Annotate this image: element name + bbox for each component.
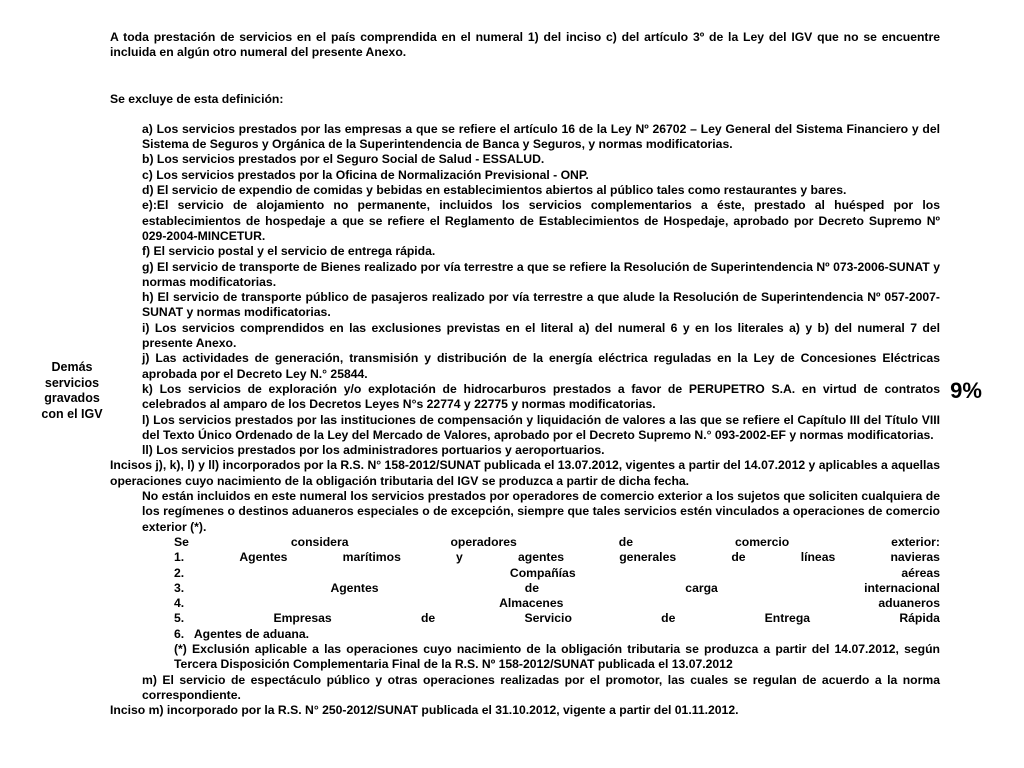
operators-heading-word: de (618, 534, 634, 549)
operator-word: 3. (174, 580, 185, 595)
operator-item-2 (110, 566, 940, 581)
operator-word: generales (619, 550, 677, 565)
operator-word: Empresas (273, 611, 332, 626)
exclusion-item-f: f) El servicio postal y el servicio de entrega rápida. (142, 244, 436, 259)
incorporation-note: Incisos j), k), l) y ll) incorporados por la R.S. N° 158-2012/SUNAT publicada el 13.07.2012, vigentes a partir del 14.07.2012 y aplicables a aquellas operaciones cuyo nacimiento de la obligación tributaria del IGV se produzca a partir de dicha fecha. (110, 458, 940, 488)
operators-heading-word: comercio (735, 534, 790, 549)
category-label-line: servicios (44, 375, 100, 390)
exclusion-item-a: a) Los servicios prestados por las empresas a que se refiere el artículo 16 de la Ley Nº 26702 – Ley General del Sistema Financiero y del Sistema de Seguros y Orgánica de la Superintendencia de Banca y Seguros, y normas modificatorias. (142, 121, 940, 152)
exclusion-item-l: l) Los servicios prestados por las instituciones de compensación y liquidación de valores a las que se refiere el Capítulo III del Título VIII del Texto Único Ordenado de la Ley del Mercado de Valores, aprobado por el Decreto Supremo N.° 093-2002-EF y normas modificatorias. (142, 412, 940, 442)
exclusion-item-b: b) Los servicios prestados por el Seguro Social de Salud - ESSALUD. (142, 152, 545, 167)
exclusion-item-g: g) El servicio de transporte de Bienes realizado por vía terrestre a que se refiere la Resolución de Superintendencia Nº 073-2006-SUNAT y normas modificatorias. (142, 259, 940, 289)
operator-word: Almacenes (499, 596, 564, 611)
operator-word: Entrega (764, 611, 811, 626)
operator-word: navieras (890, 550, 940, 565)
document-body (110, 30, 940, 718)
operators-heading (110, 535, 940, 550)
operators-heading-word: operadores (450, 534, 517, 549)
operator-word: Compañías (509, 565, 576, 580)
exclusion-item-c: c) Los servicios prestados por la Oficina de Normalización Previsional - ONP. (142, 167, 589, 182)
operator-word: marítimos (342, 550, 401, 565)
operator-word: 1. (174, 550, 185, 565)
exclusion-item-k: k) Los servicios de exploración y/o explotación de hidrocarburos prestados a favor de PERUPETRO S.A. en virtud de contratos celebrados al amparo de los Decretos Leyes N°s 22774 y 22775 y normas modificatorias. (142, 381, 940, 412)
operator-word: carga (685, 580, 718, 595)
operator-word: aduaneros (878, 596, 940, 611)
operator-item-4 (110, 596, 940, 611)
operators-heading-word: exterior: (891, 534, 940, 549)
operator-word: agentes (517, 550, 565, 565)
exclusion-item-m: m) El servicio de espectáculo público y otras operaciones realizadas por el promotor, las cuales se regulan de acuerdo a la norma correspondiente. (142, 672, 940, 702)
tax-rate: 9% (950, 378, 982, 403)
operator-word: líneas (800, 550, 836, 565)
exclusion-item-i: i) Los servicios comprendidos en las exclusiones previstas en el literal a) del numeral 6 y en los literales a) y b) del numeral 7 del presente Anexo. (142, 320, 940, 351)
category-label-line: Demás (51, 360, 93, 374)
operator-word: de (661, 611, 676, 626)
operator-word: 2. (174, 565, 185, 580)
operator-word: Agentes (239, 550, 288, 565)
category-label-line: gravados (44, 391, 100, 405)
operator-word: internacional (864, 580, 940, 595)
exclusion-item-h: h) El servicio de transporte público de pasajeros realizado por vía terrestre a que alude la Resolución de Superintendencia Nº 057-2007-SUNAT y normas modificatorias. (142, 290, 940, 320)
operator-item-1 (110, 550, 940, 565)
operator-word: 5. (174, 611, 185, 626)
exclusion-item-d: d) El servicio de expendio de comidas y bebidas en establecimientos abiertos al público tales como restaurantes y bares. (142, 183, 847, 198)
incorporation-note-m: Inciso m) incorporado por la R.S. N° 250-2012/SUNAT publicada el 31.10.2012, vigente a partir del 01.11.2012. (110, 703, 739, 718)
category-label-line: con el IGV (41, 406, 103, 421)
operator-word: de (731, 550, 746, 565)
operator-word: de (420, 611, 436, 626)
exclusion-item-e: e):El servicio de alojamiento no permanente, incluidos los servicios complementarios a éste, prestado al huésped por los establecimientos de hospedaje a que se refiere el Reglamento de Establecimientos de Hospedaje, aprobado por Decreto Supremo Nº 029-2004-MINCETUR. (142, 198, 940, 243)
operator-word: 4. (174, 596, 185, 611)
operator-word: Servicio (524, 611, 572, 626)
not-included-paragraph: No están incluidos en este numeral los servicios prestados por operadores de comercio exterior a los sujetos que soliciten cualquiera de los regímenes o destinos aduaneros especiales o de excepción, siempre que tales servicios estén vinculados a operaciones de comercio exterior (*). (142, 489, 940, 534)
exclusion-item-j: j) Las actividades de generación, transmisión y distribución de la energía eléctrica reguladas en la Ley de Concesiones Eléctricas aprobada por el Decreto Ley N.° 25844. (142, 351, 940, 381)
operator-word: Rápida (899, 611, 940, 626)
intro-paragraph: A toda prestación de servicios en el país comprendida en el numeral 1) del inciso c) del artículo 3º de la Ley del IGV que no se encuentre incluida en algún otro numeral del presente Anexo. (110, 30, 940, 60)
operator-item-3 (110, 581, 940, 596)
exclusion-item-ll: ll) Los servicios prestados por los administradores portuarios y aeroportuarios. (142, 443, 605, 458)
operator-word: y (456, 550, 463, 565)
operator-word: Agentes (330, 580, 379, 595)
operator-word: aéreas (901, 565, 940, 580)
category-label (30, 360, 114, 422)
operators-heading-word: Se (174, 534, 189, 549)
operator-word: de (524, 580, 540, 595)
exclusion-heading: Se excluye de esta definición: (110, 91, 284, 106)
operators-heading-word: considera (290, 534, 349, 549)
asterisk-note: (*) Exclusión aplicable a las operaciones cuyo nacimiento de la obligación tributaria se produzca a partir del 14.07.2012, según Tercera Disposición Complementaria Final de la R.S. Nº 158-2012/SUNAT publicada el 13.07.2012 (174, 641, 940, 672)
operator-item-5 (110, 611, 940, 626)
operator-item-6: 6. Agentes de aduana. (174, 626, 310, 641)
